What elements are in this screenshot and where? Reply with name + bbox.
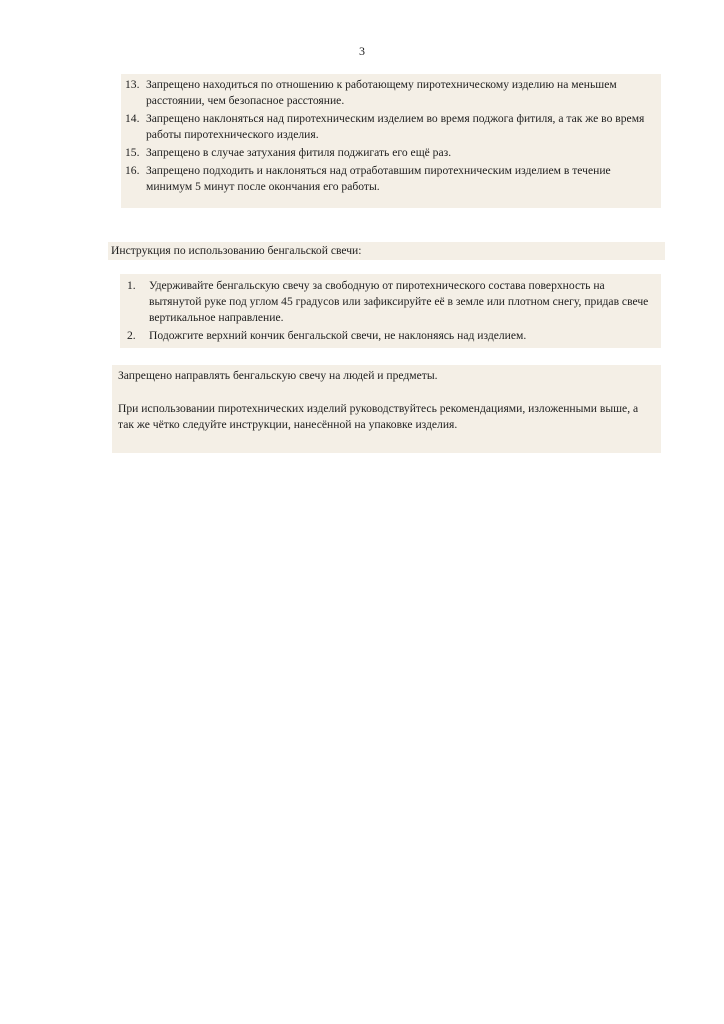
- list-item: [125, 145, 653, 161]
- list-item: [127, 278, 653, 326]
- list-item-number: 14.: [125, 112, 140, 125]
- instruction-steps-section: [120, 274, 661, 348]
- list-item-text: Удерживайте бенгальскую свечу за свободную от пиротехнического состава поверхность на вытянутой руке под углом 45 градусов или зафиксируйте её в земле или плотном снегу, придав свече вертикальное направление.: [149, 279, 649, 324]
- closing-paragraph: При использовании пиротехнических изделий руководствуйтесь рекомендациями, изложенными выше, а так же чётко следуйте инструкции, нанесённой на упаковке изделия.: [118, 402, 639, 431]
- list-item: [127, 328, 653, 344]
- list-item-text: Подожгите верхний кончик бенгальской свечи, не наклоняясь над изделием.: [149, 329, 527, 342]
- list-item-text: Запрещено находиться по отношению к работающему пиротехническому изделию на меньшем расстоянии, чем безопасное расстояние.: [146, 78, 617, 107]
- list-item-number: 2.: [127, 329, 136, 342]
- warning-paragraph: Запрещено направлять бенгальскую свечу на людей и предметы.: [118, 369, 438, 382]
- list-item-number: 15.: [125, 146, 140, 159]
- page-number: 3: [359, 44, 365, 58]
- list-item-number: 1.: [127, 279, 136, 292]
- list-item: [125, 77, 653, 109]
- list-item-text: Запрещено в случае затухания фитиля поджигать его ещё раз.: [146, 146, 452, 159]
- final-notes-section: [112, 365, 661, 453]
- safety-rules-section: [121, 74, 661, 208]
- instruction-steps-list: [127, 278, 653, 344]
- list-item-number: 13.: [125, 78, 140, 91]
- instruction-heading: Инструкция по использованию бенгальской свечи:: [111, 244, 362, 257]
- instruction-heading-section: [108, 242, 665, 260]
- list-item-text: Запрещено наклоняться над пиротехническим изделием во время поджога фитиля, а так же во время работы пиротехнического изделия.: [146, 112, 645, 141]
- list-item: [125, 111, 653, 143]
- list-item-text: Запрещено подходить и наклоняться над отработавшим пиротехническим изделием в течение минимум 5 минут после окончания его работы.: [146, 164, 611, 193]
- safety-rules-list: [125, 77, 653, 195]
- list-item-number: 16.: [125, 164, 140, 177]
- list-item: [125, 163, 653, 195]
